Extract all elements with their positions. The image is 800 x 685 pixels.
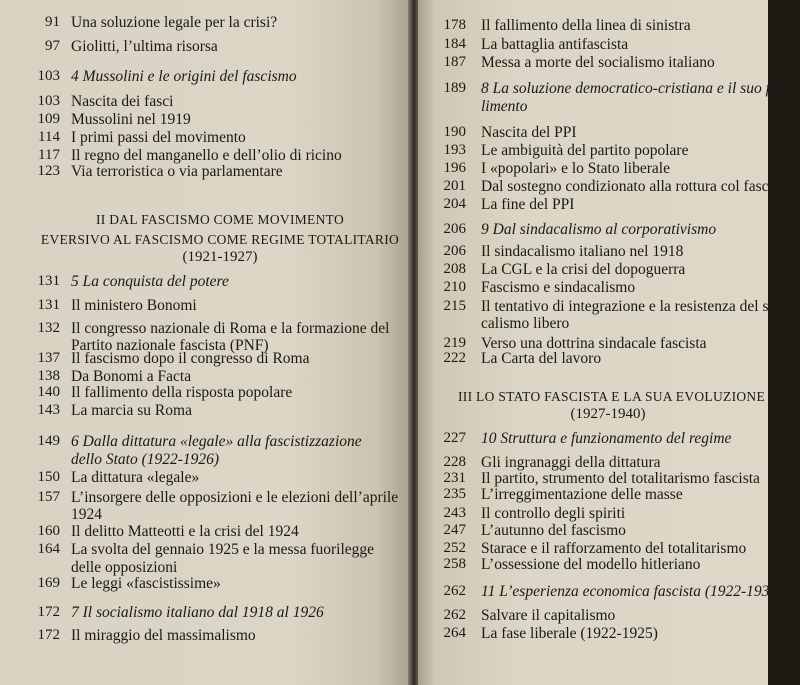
toc-title: Una soluzione legale per la crisi? xyxy=(71,14,278,31)
toc-page-number: 190 xyxy=(443,124,466,140)
toc-title: La battaglia antifascista xyxy=(481,36,629,53)
toc-entry xyxy=(418,124,768,142)
chapter-title: 9 Dal sindacalismo al corporativismo xyxy=(481,221,717,238)
toc-entry xyxy=(418,80,788,98)
toc-entry xyxy=(0,489,410,507)
toc-title: I «popolari» e lo Stato liberale xyxy=(481,160,670,177)
toc-page-number: 114 xyxy=(38,129,60,145)
toc-page-number: 262 xyxy=(443,607,466,623)
toc-page-number: 264 xyxy=(443,625,466,641)
toc-page-number: 215 xyxy=(443,298,466,314)
toc-entry xyxy=(0,451,410,469)
toc-title: calismo libero xyxy=(481,315,570,332)
toc-entry xyxy=(0,68,410,86)
part-years: (1927-1940) xyxy=(570,406,646,422)
toc-title: Verso una dottrina sindacale fascista xyxy=(481,335,707,352)
toc-entry xyxy=(0,129,410,147)
toc-title: Il congresso nazionale di Roma e la formazione del xyxy=(71,320,390,337)
part-heading: III LO STATO FASCISTA E LA SUA EVOLUZIONE xyxy=(458,389,766,404)
toc-page-number: 178 xyxy=(443,17,466,33)
toc-entry xyxy=(418,178,799,196)
toc-title: L’ossessione del modello hitleriano xyxy=(481,556,701,573)
toc-title: I primi passi del movimento xyxy=(71,129,246,146)
toc-entry xyxy=(0,38,410,56)
toc-title: La marcia su Roma xyxy=(71,402,192,419)
toc-page-number: 193 xyxy=(443,142,466,158)
toc-entry xyxy=(0,402,410,420)
toc-entry xyxy=(418,196,768,214)
toc-entry xyxy=(418,625,768,643)
toc-page-number: 140 xyxy=(37,384,60,400)
toc-entry xyxy=(0,350,410,368)
right-page xyxy=(418,0,800,685)
toc-entry xyxy=(418,261,768,279)
toc-page-number: 262 xyxy=(443,583,466,599)
chapter-title: 6 Dalla dittatura «legale» alla fascistizzazione xyxy=(71,433,362,450)
toc-page-number: 172 xyxy=(37,627,60,643)
toc-title: La CGL e la crisi del dopoguerra xyxy=(481,261,686,278)
toc-title: Le leggi «fascistissime» xyxy=(71,575,221,592)
toc-page-number: 131 xyxy=(37,273,60,289)
toc-title: Il delitto Matteotti e la crisi del 1924 xyxy=(71,523,299,540)
toc-page-number: 258 xyxy=(443,556,466,572)
chapter-title: limento xyxy=(481,98,528,115)
toc-page-number: 235 xyxy=(443,486,466,502)
toc-title: Da Bonomi a Facta xyxy=(71,368,192,385)
toc-page-number: 132 xyxy=(37,320,60,336)
toc-page-number: 201 xyxy=(443,178,466,194)
toc-entry xyxy=(418,279,768,297)
toc-page-number: 219 xyxy=(443,335,466,351)
toc-entry xyxy=(418,505,768,523)
toc-page-number: 138 xyxy=(37,368,60,384)
toc-title: Le ambiguità del partito popolare xyxy=(481,142,689,159)
toc-page-number: 91 xyxy=(45,14,60,30)
toc-title: Fascismo e sindacalismo xyxy=(481,279,636,296)
toc-title: Il tentativo di integrazione e la resistenza del sinda- xyxy=(481,298,800,315)
toc-page-number: 131 xyxy=(37,297,60,313)
toc-page-number: 97 xyxy=(45,38,60,54)
toc-page-number: 227 xyxy=(443,430,466,446)
toc-title: L’insorgere delle opposizioni e le elezioni dell’aprile xyxy=(71,489,399,506)
toc-page-number: 228 xyxy=(443,454,466,470)
toc-entry xyxy=(418,160,768,178)
toc-entry xyxy=(0,523,410,541)
toc-title: Il sindacalismo italiano nel 1918 xyxy=(481,243,684,260)
toc-title: Il controllo degli spiriti xyxy=(481,505,626,522)
toc-entry xyxy=(0,297,410,315)
toc-entry xyxy=(418,315,768,333)
toc-entry xyxy=(418,298,800,316)
toc-title: La Carta del lavoro xyxy=(481,350,602,367)
chapter-title: 11 L’esperienza economica fascista (1922-1930) xyxy=(481,583,783,600)
toc-page-number: 208 xyxy=(443,261,466,277)
toc-page-number: 103 xyxy=(37,68,60,84)
toc-title: Il regno del manganello e dell’olio di ricino xyxy=(71,147,342,164)
toc-page-number: 196 xyxy=(443,160,466,176)
toc-entry xyxy=(418,54,768,72)
toc-entry xyxy=(418,583,783,601)
toc-entry xyxy=(0,320,410,338)
toc-entry xyxy=(418,607,768,625)
toc-page-number: 103 xyxy=(37,93,60,109)
toc-entry xyxy=(418,522,768,540)
toc-title: delle opposizioni xyxy=(71,559,178,576)
toc-entry xyxy=(0,93,410,111)
toc-page-number: 189 xyxy=(443,80,466,96)
toc-title: Partito nazionale fascista (PNF) xyxy=(71,337,269,354)
toc-page-number: 204 xyxy=(443,196,466,212)
toc-page-number: 137 xyxy=(37,350,60,366)
toc-entry xyxy=(0,163,410,181)
toc-title: La dittatura «legale» xyxy=(71,469,200,486)
toc-page-number: 247 xyxy=(443,522,466,538)
chapter-title: dello Stato (1922-1926) xyxy=(71,451,220,468)
toc-entry xyxy=(418,17,768,35)
toc-entry xyxy=(0,541,410,559)
toc-page-number: 169 xyxy=(37,575,60,591)
toc-title: 1924 xyxy=(71,506,102,523)
toc-entry xyxy=(418,486,768,504)
toc-entry xyxy=(0,14,410,32)
toc-page-number: 206 xyxy=(443,221,466,237)
toc-title: Giolitti, l’ultima risorsa xyxy=(71,38,218,55)
toc-page-number: 172 xyxy=(37,604,60,620)
toc-entry xyxy=(0,627,410,645)
toc-entry xyxy=(418,98,768,116)
toc-entry xyxy=(0,575,410,593)
toc-page-number: 160 xyxy=(37,523,60,539)
toc-entry xyxy=(418,36,768,54)
chapter-title: 10 Struttura e funzionamento del regime xyxy=(481,430,732,447)
toc-entry xyxy=(418,350,768,368)
toc-entry xyxy=(0,469,410,487)
toc-title: Il fallimento della linea di sinistra xyxy=(481,17,691,34)
chapter-title: 5 La conquista del potere xyxy=(71,273,229,290)
toc-page-number: 143 xyxy=(37,402,60,418)
toc-page-number: 187 xyxy=(443,54,466,70)
toc-title: Salvare il capitalismo xyxy=(481,607,616,624)
chapter-title: 4 Mussolini e le origini del fascismo xyxy=(71,68,297,85)
toc-entry xyxy=(418,142,768,160)
toc-title: Il ministero Bonomi xyxy=(71,297,197,314)
toc-entry xyxy=(418,430,768,448)
toc-page-number: 206 xyxy=(443,243,466,259)
toc-entry xyxy=(0,384,410,402)
toc-title: Via terroristica o via parlamentare xyxy=(71,163,283,180)
toc-page-number: 252 xyxy=(443,540,466,556)
toc-title: L’autunno del fascismo xyxy=(481,522,626,539)
toc-page-number: 164 xyxy=(37,541,60,557)
toc-page-number: 210 xyxy=(443,279,466,295)
toc-entry xyxy=(0,604,410,622)
toc-title: L’irreggimentazione delle masse xyxy=(481,486,683,503)
toc-title: Dal sostegno condizionato alla rottura col fascismo xyxy=(481,178,799,195)
part-heading-line2: EVERSIVO AL FASCISMO COME REGIME TOTALITARIO xyxy=(40,232,400,247)
toc-page-number: 117 xyxy=(38,147,60,163)
chapter-title: 8 La soluzione democratico-cristiana e il suo fal- xyxy=(481,80,788,97)
toc-title: Il fallimento della risposta popolare xyxy=(71,384,293,401)
toc-title: Mussolini nel 1919 xyxy=(71,111,191,128)
toc-title: Il partito, strumento del totalitarismo fascista xyxy=(481,470,760,487)
toc-page-number: 243 xyxy=(443,505,466,521)
toc-page-number: 109 xyxy=(37,111,60,127)
toc-page-number: 184 xyxy=(443,36,466,52)
toc-entry xyxy=(0,111,410,129)
toc-page-number: 157 xyxy=(37,489,60,505)
toc-entry xyxy=(0,273,410,291)
toc-title: La svolta del gennaio 1925 e la messa fuorilegge xyxy=(71,541,375,558)
toc-title: Messa a morte del socialismo italiano xyxy=(481,54,715,71)
toc-page-number: 123 xyxy=(37,163,60,179)
toc-entry xyxy=(418,243,768,261)
part-heading: II DAL FASCISMO COME MOVIMENTO xyxy=(95,212,344,227)
toc-page-number: 231 xyxy=(443,470,466,486)
toc-title: Nascita dei fasci xyxy=(71,93,174,110)
toc-page-number: 150 xyxy=(37,469,60,485)
toc-title: Il fascismo dopo il congresso di Roma xyxy=(71,350,310,367)
toc-page-number: 222 xyxy=(443,350,466,366)
chapter-title: 7 Il socialismo italiano dal 1918 al 1926 xyxy=(71,604,324,621)
toc-title: La fine del PPI xyxy=(481,196,575,213)
toc-entry xyxy=(418,556,768,574)
toc-title: La fase liberale (1922-1925) xyxy=(481,625,658,642)
toc-title: Il miraggio del massimalismo xyxy=(71,627,256,644)
toc-page-number: 149 xyxy=(37,433,60,449)
toc-entry xyxy=(0,433,410,451)
toc-title: Nascita del PPI xyxy=(481,124,577,141)
part-years: (1921-1927) xyxy=(182,249,258,265)
toc-title: Gli ingranaggi della dittatura xyxy=(481,454,661,471)
toc-entry xyxy=(418,221,768,239)
toc-entry xyxy=(0,506,410,524)
toc-title: Starace e il rafforzamento del totalitarismo xyxy=(481,540,747,557)
